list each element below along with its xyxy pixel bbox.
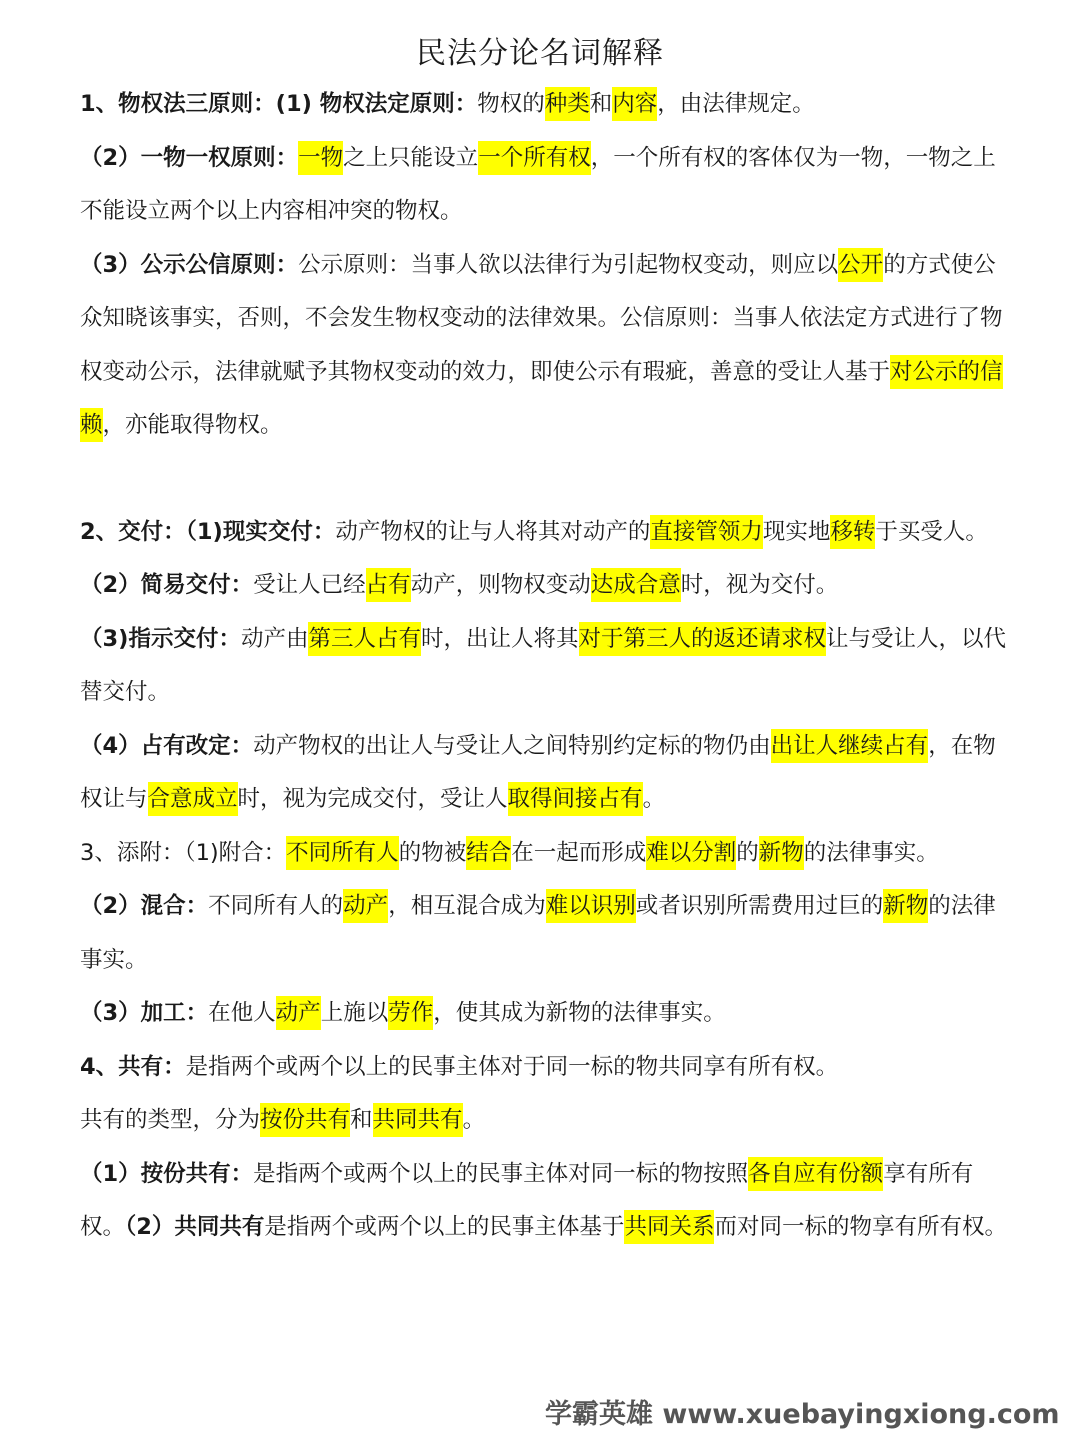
paragraph <box>80 1094 1015 1148</box>
paragraph <box>80 720 1015 827</box>
body-text: 。 <box>642 786 666 812</box>
highlighted-term: 新物 <box>883 889 928 923</box>
body-text: 或者识别所需费用过巨的 <box>635 893 884 919</box>
highlighted-term: 劳作 <box>388 996 433 1030</box>
page-title: 民法分论名词解释 <box>416 36 664 71</box>
body-text: 享有所有权。 <box>80 1160 974 1240</box>
paragraph <box>80 559 1015 613</box>
highlighted-term: 占有 <box>366 568 411 602</box>
term-heading: （3）加工： <box>80 1000 209 1026</box>
document-body <box>80 78 1015 1255</box>
paragraph <box>80 132 1015 239</box>
body-text: 于买受人。 <box>875 518 988 545</box>
highlighted-term: 共同共有 <box>373 1103 463 1137</box>
highlighted-term: 共同关系 <box>624 1210 714 1244</box>
body-text: 共有的类型，分为 <box>80 1107 261 1133</box>
highlighted-term: 难以识别 <box>546 889 636 923</box>
body-text: ，亦能取得物权。 <box>102 412 283 438</box>
highlighted-term: 合意成立 <box>148 782 238 816</box>
highlighted-term: 各自应有份额 <box>748 1157 883 1191</box>
paragraph <box>80 78 1015 132</box>
highlighted-term: 出让人继续占有 <box>771 729 929 763</box>
highlighted-term: 达成合意 <box>591 568 681 602</box>
section-spacer <box>80 453 1015 506</box>
body-text: 动产，则物权变动 <box>410 572 591 598</box>
body-text: 时，视为交付。 <box>680 572 839 598</box>
body-text: 3、添附：（1)附合： <box>80 839 287 866</box>
highlighted-term: 一物 <box>298 141 343 175</box>
body-text: ，由法律规定。 <box>657 91 815 117</box>
paragraph <box>80 987 1015 1041</box>
body-text: 上施以 <box>320 1000 389 1026</box>
highlighted-term: 动产 <box>343 889 388 923</box>
highlighted-term: 移转 <box>830 515 875 549</box>
term-heading: （2）简易交付： <box>80 572 254 598</box>
body-text: 动产物权的让与人将其对动产的 <box>335 518 651 545</box>
body-text: 时，出让人将其 <box>420 625 579 652</box>
body-text: 受让人已经 <box>253 572 366 598</box>
paragraph <box>80 239 1015 453</box>
body-text: 在一起而形成 <box>511 839 647 866</box>
body-text: 。 <box>462 1107 486 1133</box>
body-text: 动产由 <box>240 625 309 652</box>
highlighted-term: 对于第三人的返还请求权 <box>579 622 827 656</box>
term-heading: （2）混合： <box>80 893 209 919</box>
body-text: 的法律事实。 <box>80 893 996 973</box>
footer-watermark: 学霸英雄 www.xuebayingxiong.com <box>545 1399 1060 1430</box>
body-text: 不同所有人的 <box>208 893 344 919</box>
highlighted-term: 公开 <box>838 248 883 282</box>
body-text: ，一个所有权的客体仅为一物，一物之上不能设立两个以上内容相冲突的物权。 <box>80 144 996 224</box>
term-heading: （3）公示公信原则： <box>80 251 299 278</box>
term-heading: （3)指示交付： <box>80 625 241 652</box>
highlighted-term: 动产 <box>276 996 321 1030</box>
highlighted-term: 种类 <box>545 87 590 121</box>
highlighted-term: 对公示的信赖 <box>80 355 1003 443</box>
term-heading: （2）共同共有 <box>125 1214 265 1240</box>
highlighted-term: 结合 <box>466 836 511 870</box>
body-text: 的 <box>736 839 759 866</box>
highlighted-term: 按份共有 <box>260 1103 350 1137</box>
body-text: 而对同一标的物享有所有权。 <box>714 1214 1007 1240</box>
body-text: 之上只能设立 <box>343 144 479 171</box>
body-text: 物权的 <box>477 91 545 117</box>
highlighted-term: 不同所有人 <box>286 836 399 870</box>
body-text: 和 <box>350 1107 373 1133</box>
paragraph <box>80 613 1015 720</box>
body-text: 时，视为完成交付，受让人 <box>237 786 508 812</box>
body-text: 的方式使公众知晓该事实，否则，不会发生物权变动的法律效果。公信原则：当事人依法定方式进行了物权变动公示，法律就赋予其物权变动的效力，即使公示有瑕疵，善意的受让人基于 <box>80 251 1003 385</box>
body-text: 是指两个或两个以上的民事主体对于同一标的物共同享有所有权。 <box>185 1053 839 1080</box>
term-heading: （1）按份共有： <box>80 1160 254 1187</box>
body-text: 是指两个或两个以上的民事主体对同一标的物按照 <box>253 1160 749 1187</box>
paragraph <box>80 827 1015 881</box>
term-heading: 4、共有： <box>80 1053 186 1080</box>
highlighted-term: 直接管领力 <box>650 515 763 549</box>
body-text: 让与受让人，以代替交付。 <box>80 625 1007 705</box>
term-heading: （4）占有改定： <box>80 732 254 759</box>
paragraph <box>80 506 1015 560</box>
highlighted-term: 内容 <box>612 87 657 121</box>
paragraph <box>80 1148 1015 1255</box>
term-heading: （2）一物一权原则： <box>80 144 299 171</box>
term-heading: 2、交付：（1)现实交付： <box>80 518 336 545</box>
body-text: 是指两个或两个以上的民事主体基于 <box>264 1214 625 1240</box>
body-text: ，使其成为新物的法律事实。 <box>433 1000 726 1026</box>
paragraph <box>80 1041 1015 1095</box>
highlighted-term: 第三人占有 <box>308 622 421 656</box>
highlighted-term: 新物 <box>759 836 804 870</box>
body-text: 和 <box>589 91 613 117</box>
highlighted-term: 难以分割 <box>646 836 736 870</box>
highlighted-term: 一个所有权 <box>478 141 591 175</box>
highlighted-term: 取得间接占有 <box>508 782 643 816</box>
body-text: 的物被 <box>398 839 467 866</box>
body-text: 现实地 <box>762 518 831 545</box>
body-text: ，相互混合成为 <box>388 893 546 919</box>
body-text: 的法律事实。 <box>803 839 939 866</box>
paragraph <box>80 880 1015 987</box>
body-text: ，在物权让与 <box>80 732 996 812</box>
body-text: 公示原则：当事人欲以法律行为引起物权变动，则应以 <box>298 251 839 278</box>
body-text: 在他人 <box>208 1000 276 1026</box>
body-text: 动产物权的出让人与受让人之间特别约定标的物仍由 <box>253 732 771 759</box>
term-heading: 1、物权法三原则：(1) 物权法定原则： <box>80 91 478 117</box>
